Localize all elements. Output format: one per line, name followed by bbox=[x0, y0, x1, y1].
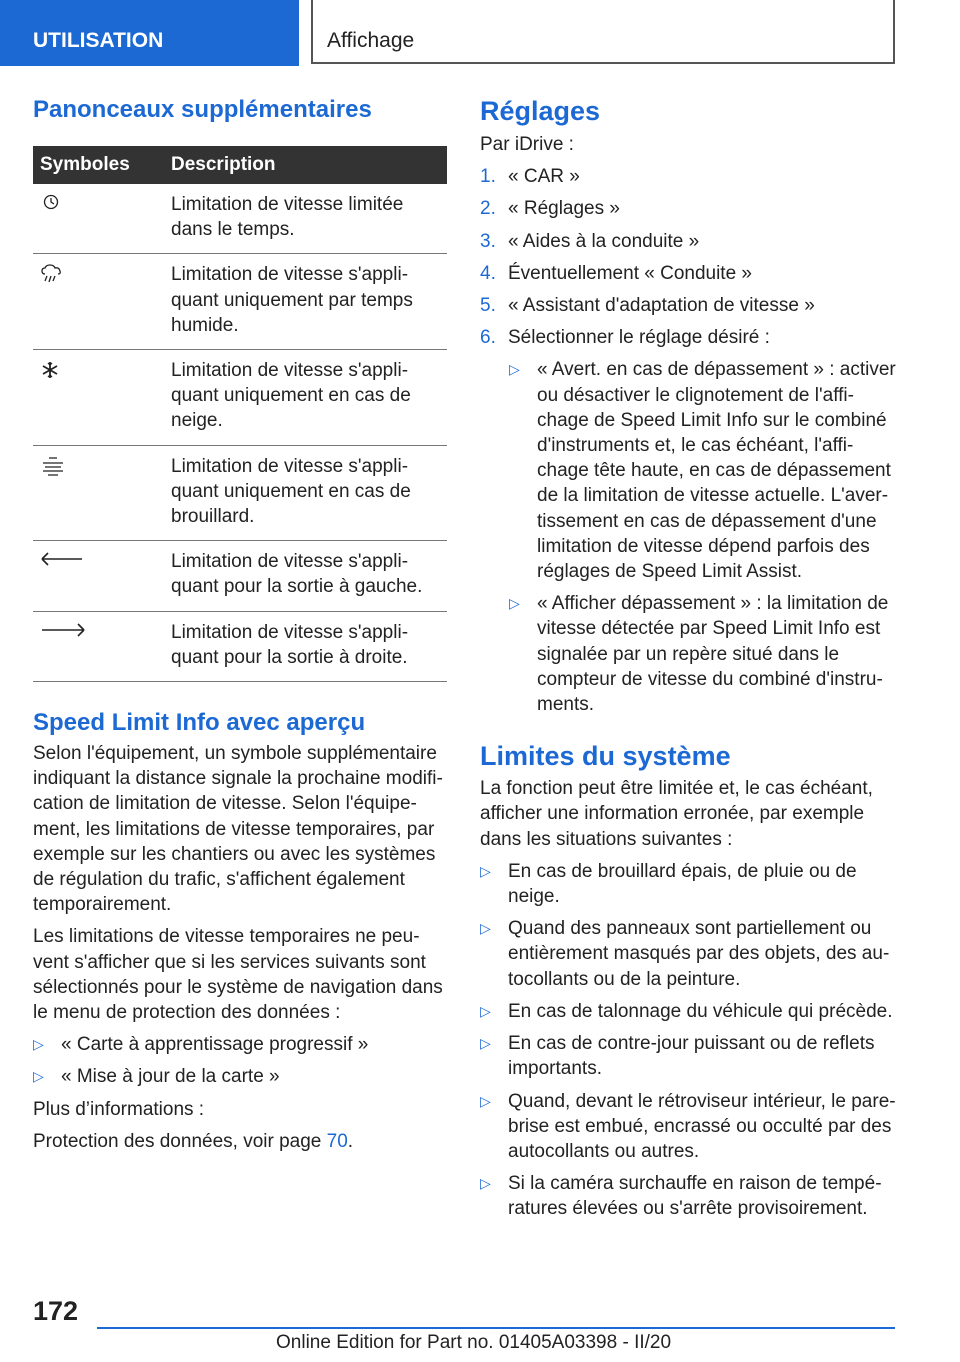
section-title-panonceaux: Panonceaux supplémentaires bbox=[33, 96, 372, 123]
header-chapter: Affichage bbox=[327, 29, 415, 52]
arrow-left-icon bbox=[40, 551, 84, 567]
triangle-bullet-icon: ▷ bbox=[480, 1035, 491, 1052]
arrow-right-icon bbox=[40, 622, 86, 638]
table-row bbox=[33, 445, 447, 541]
limits-intro: La fonction peut être limitée et, le cas échéant, afficher une information erronée, par exemple dans les situations suivantes : bbox=[480, 778, 873, 850]
list-item: 1. « CAR » bbox=[480, 166, 580, 188]
more-info-label: Plus d’informations : bbox=[33, 1098, 205, 1120]
right-column bbox=[480, 96, 896, 1222]
protection-reference: Protection des données, voir page 70. bbox=[33, 1130, 354, 1152]
triangle-bullet-icon: ▷ bbox=[33, 1068, 44, 1085]
edition-text: Online Edition for Part no. 01405A03398 - II/20 bbox=[276, 1332, 672, 1353]
section-title-speed-limit-info: Speed Limit Info avec aperçu bbox=[33, 709, 366, 737]
triangle-bullet-icon: ▷ bbox=[509, 361, 520, 378]
list-item: 6. Sélectionner le réglage désiré : bbox=[480, 327, 770, 349]
list-item: ▷ Si la caméra surchauffe en raison de tempé-ratures élevées ou s'arrête provisoirement. bbox=[480, 1171, 896, 1221]
row-description: Limitation de vitesse s'appli-quant uniquement en cas de neige. bbox=[163, 350, 447, 446]
triangle-bullet-icon: ▷ bbox=[480, 1002, 491, 1019]
limits-list bbox=[480, 859, 896, 1222]
list-item: 5. « Assistant d'adaptation de vitesse » bbox=[480, 295, 815, 317]
row-description: Limitation de vitesse s'appli-quant pour la sortie à gauche. bbox=[163, 541, 447, 611]
speed-paragraph-1: Selon l'équipement, un symbole supplémentaire indiquant la distance signale la prochaine modifi-cation de limitation de vitesse. Selon l'équipe-ment, les limitations de vitesse temporaires, par exemple sur les chantiers ou avec les systèmes de régulation du trafic, s'affichent également temporairement. bbox=[33, 743, 443, 916]
list-item: ▷ « Mise à jour de la carte » bbox=[33, 1064, 447, 1089]
clock-icon bbox=[40, 194, 62, 210]
list-item: ▷ « Avert. en cas de dépassement » : activer ou désactiver le clignotement de l'affi-chage de Speed Limit Info sur le combiné d'instruments et, le cas échéant, l'affi-chage tête haute, en cas de dépassement de la limitation de vitesse actuelle. L'aver-tissement en cas de dépassement d'une limitation de vitesse dépend parfois des réglages de Speed Limit Assist. bbox=[509, 357, 896, 584]
list-item: ▷ En cas de contre-jour puissant ou de reflets importants. bbox=[480, 1031, 896, 1081]
triangle-bullet-icon: ▷ bbox=[33, 1036, 44, 1053]
table-row bbox=[33, 541, 447, 611]
table-row bbox=[33, 254, 447, 350]
row-description: Limitation de vitesse s'appli-quant uniquement par temps humide. bbox=[163, 254, 447, 350]
steps-list bbox=[480, 164, 896, 350]
header-section-tab bbox=[0, 0, 299, 66]
triangle-bullet-icon: ▷ bbox=[509, 595, 520, 612]
triangle-bullet-icon: ▷ bbox=[480, 862, 491, 879]
left-column bbox=[33, 96, 447, 1154]
header-section: UTILISATION bbox=[33, 29, 164, 52]
triangle-bullet-icon: ▷ bbox=[480, 1092, 491, 1109]
list-item: ▷ En cas de talonnage du véhicule qui précède. bbox=[480, 999, 896, 1024]
speed-paragraph-2: Les limitations de vitesse temporaires ne peu-vent s'afficher que si les services suivants sont sélectionnés pour le système de navigation dans le menu de protection des données : bbox=[33, 926, 443, 1024]
col-symbols: Symboles bbox=[33, 146, 163, 184]
header-chapter-tab bbox=[311, 0, 895, 64]
list-item: 4. Éventuellement « Conduite » bbox=[480, 262, 752, 284]
row-description: Limitation de vitesse s'appli-quant pour la sortie à droite. bbox=[163, 611, 447, 681]
row-description: Limitation de vitesse s'appli-quant uniquement en cas de brouillard. bbox=[163, 445, 447, 541]
list-item: 2. « Réglages » bbox=[480, 198, 620, 220]
row-description: Limitation de vitesse limitée dans le temps. bbox=[163, 184, 447, 254]
snowflake-icon bbox=[40, 360, 60, 380]
symbols-table bbox=[33, 146, 447, 682]
list-item: 3. « Aides à la conduite » bbox=[480, 230, 700, 252]
col-description: Description bbox=[163, 146, 447, 184]
triangle-bullet-icon: ▷ bbox=[480, 1175, 491, 1192]
page-link[interactable]: 70 bbox=[326, 1130, 348, 1152]
services-list bbox=[33, 1032, 447, 1089]
list-item: ▷ En cas de brouillard épais, de pluie ou de neige. bbox=[480, 859, 896, 909]
section-title-limites: Limites du système bbox=[480, 741, 731, 772]
idrive-intro: Par iDrive : bbox=[480, 134, 574, 155]
section-title-reglages: Réglages bbox=[480, 96, 601, 126]
rain-cloud-icon bbox=[40, 264, 64, 284]
table-row bbox=[33, 184, 447, 254]
options-list bbox=[509, 357, 896, 717]
page-number: 172 bbox=[33, 1296, 79, 1326]
list-item: ▷ « Carte à apprentissage progressif » bbox=[33, 1032, 447, 1057]
table-row bbox=[33, 350, 447, 446]
list-item: ▷ Quand, devant le rétroviseur intérieur, le pare-brise est embué, encrassé ou occulté par des autocollants ou autres. bbox=[480, 1089, 896, 1165]
list-item: ▷ « Afficher dépassement » : la limitation de vitesse détectée par Speed Limit Info est signalée par un repère situé dans le compteur de vitesse du combiné d'instru-ments. bbox=[509, 591, 896, 717]
table-row bbox=[33, 611, 447, 681]
list-item: ▷ Quand des panneaux sont partiellement ou entièrement masqués par des objets, des au-tocollants ou de la peinture. bbox=[480, 916, 896, 992]
footer-divider bbox=[97, 1327, 895, 1329]
fog-icon bbox=[40, 456, 66, 476]
triangle-bullet-icon: ▷ bbox=[480, 920, 491, 937]
